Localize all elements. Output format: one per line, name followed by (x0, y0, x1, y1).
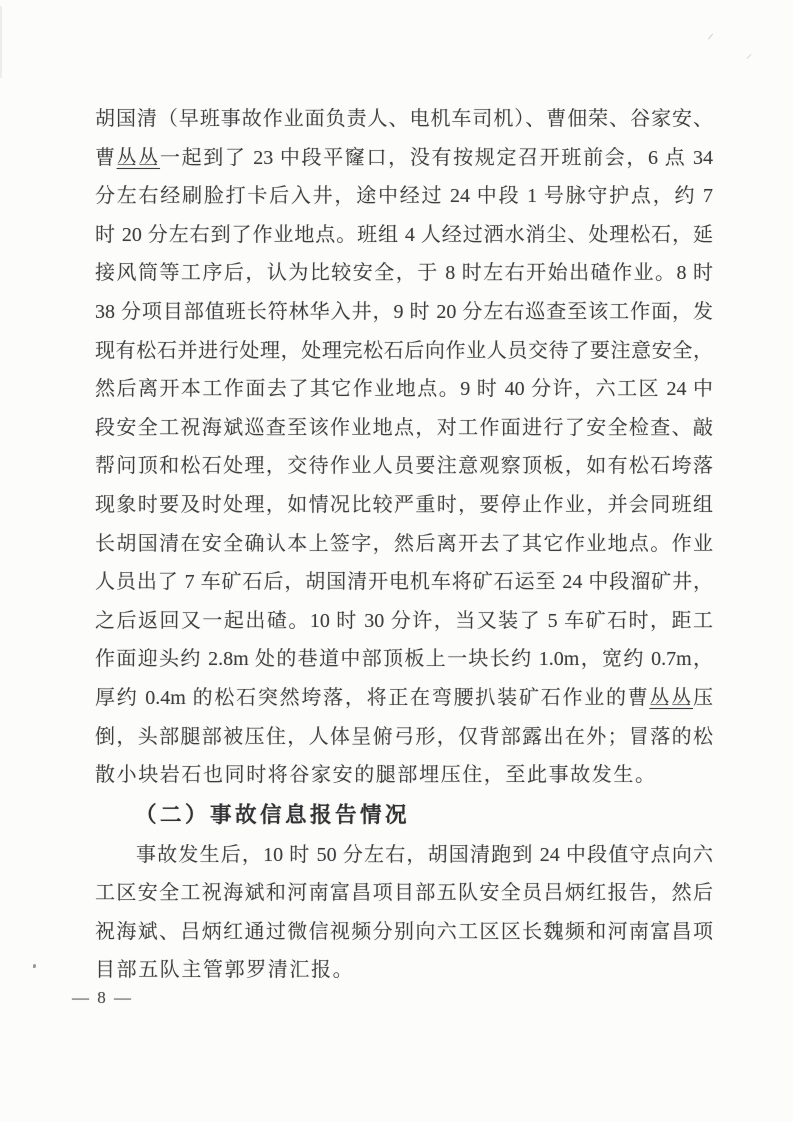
text-line: 事故发生后，10 时 50 分左右，胡国清跑到 24 中段值守点向六 (136, 843, 713, 866)
scan-artifact (33, 964, 36, 968)
text-line (95, 139, 713, 178)
paragraph-1 (95, 100, 713, 795)
text-segment: 压 (693, 686, 713, 709)
text-line: 目部五队主管郭罗清汇报。 (95, 959, 355, 982)
text-line: 段安全工祝海斌巡查至该作业地点，对工作面进行了安全检查、敲 (95, 416, 713, 439)
text-segment: 厚约 0.4m 的松石突然垮落，将正在弯腰扒装矿石作业的曹 (95, 686, 650, 709)
text-line: 长胡国清在安全确认本上签字，然后离开去了其它作业地点。作业 (95, 532, 713, 555)
text-line: 祝海斌、吕炳红通过微信视频分别向六工区区长魏频和河南富昌项 (95, 920, 713, 943)
text-line: 胡国清（早班事故作业面负责人、电机车司机）、曹佃荣、谷家安、 (95, 108, 713, 130)
scan-artifact (747, 54, 752, 59)
text-line: 分左右经刷脸打卡后入井，途中经过 24 中段 1 号脉守护点，约 7 (95, 185, 713, 208)
text-line: 工区安全工祝海斌和河南富昌项目部五队安全员吕炳红报告，然后 (95, 882, 713, 905)
scan-artifact (708, 33, 713, 39)
body-text (95, 100, 713, 990)
underlined-person-name: 丛丛 (116, 146, 160, 169)
text-line: 现有松石并进行处理，处理完松石后向作业人员交待了要注意安全， (95, 339, 713, 362)
scan-artifact (0, 6, 2, 78)
text-line: 帮问顶和松石处理，交待作业人员要注意观察顶板，如有松石垮落 (95, 455, 713, 478)
text-line: 倒，头部腿部被压住，人体呈俯弓形，仅背部露出在外；冒落的松 (95, 725, 713, 748)
text-segment: 一起到了 23 中段平窿口，没有按规定召开班前会，6 点 34 (159, 146, 714, 169)
text-line: 之后返回又一起出碴。10 时 30 分许，当又装了 5 车矿石时，距工 (95, 609, 713, 632)
text-line: 人员出了 7 车矿石后，胡国清开电机车将矿石运至 24 中段溜矿井， (95, 571, 713, 594)
text-line: 38 分项目部值班长符林华入井，9 时 20 分左右巡查至该工作面，发 (95, 300, 713, 323)
paragraph-2 (95, 836, 713, 990)
text-line (95, 679, 713, 718)
text-line: 然后离开本工作面去了其它作业地点。9 时 40 分许，六工区 24 中 (95, 378, 713, 401)
section-heading: （二）事故信息报告情况 (135, 802, 411, 827)
page-number: — 8 — (72, 988, 133, 1007)
underlined-person-name: 丛丛 (649, 686, 693, 709)
text-line: 时 20 分左右到了作业地点。班组 4 人经过洒水消尘、处理松石，延 (95, 223, 713, 246)
text-line: 散小块岩石也同时将谷家安的腿部埋压住，至此事故发生。 (95, 764, 657, 787)
text-segment: 曹 (95, 146, 117, 169)
text-line: 作面迎头约 2.8m 处的巷道中部顶板上一块长约 1.0m，宽约 0.7m， (95, 648, 713, 671)
text-line: 现象时要及时处理，如情况比较严重时，要停止作业，并会同班组 (95, 493, 713, 516)
text-line: 接风筒等工序后，认为比较安全，于 8 时左右开始出碴作业。8 时 (95, 262, 713, 285)
